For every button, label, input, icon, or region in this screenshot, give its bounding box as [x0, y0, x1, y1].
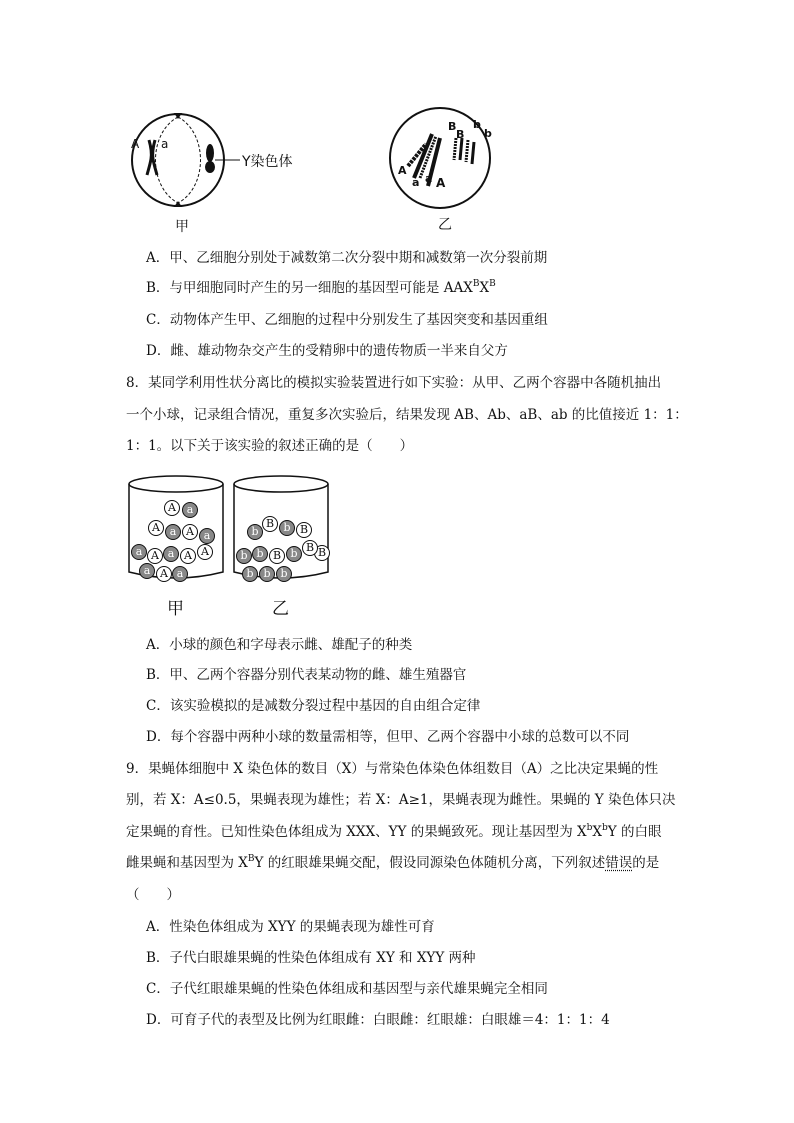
cell-jia-caption: 甲	[175, 219, 189, 235]
ball-a: a	[172, 566, 188, 582]
y-chromosome-label: Y染色体	[242, 154, 293, 170]
ball-A: A	[197, 544, 213, 560]
q7-option-a: A．甲、乙细胞分别处于减数第二次分裂中期和减数第一次分裂前期	[146, 250, 548, 266]
allele-label-b1: b	[473, 118, 481, 131]
q8-option-c: C．该实验模拟的是减数分裂过程中基因的自由组合定律	[146, 698, 481, 714]
allele-label-a1: a	[412, 176, 420, 189]
ball-b: b	[247, 524, 263, 540]
allele-label-a2: a	[425, 172, 433, 185]
q8-option-b: B．甲、乙两个容器分别代表某动物的雌、雄生殖器官	[146, 667, 467, 683]
ball-A: A	[182, 524, 198, 540]
ball-a: a	[165, 524, 181, 540]
ball-A: A	[148, 520, 164, 536]
ball-B: B	[314, 545, 330, 561]
q9-option-b: B．子代白眼雄果蝇的性染色体组成有 XY 和 XYY 两种	[146, 950, 476, 966]
q8-stem-line1: 8．某同学利用性状分离比的模拟实验装置进行如下实验：从甲、乙两个容器中各随机抽出	[126, 375, 662, 391]
q9-stem-line5: （ ）	[126, 887, 180, 903]
container-yi-caption: 乙	[272, 599, 289, 619]
container-jia-caption: 甲	[167, 599, 184, 619]
q7-option-c: C．动物体产生甲、乙细胞的过程中分别发生了基因突变和基因重组	[146, 312, 548, 328]
q9-option-a: A．性染色体组成为 XYY 的果蝇表现为雄性可育	[146, 919, 435, 935]
q9-stem-line3: 定果蝇的育性。已知性染色体组成为 XXX、YY 的果蝇致死。现让基因型为 $X^bX^bY$ 的白眼	[126, 823, 662, 840]
q8-stem-line3: 1：1。以下关于该实验的叙述正确的是（ ）	[126, 438, 414, 454]
ball-a: a	[182, 502, 198, 518]
ball-b: b	[286, 546, 302, 562]
cell-yi-caption: 乙	[438, 217, 452, 233]
ball-B: B	[262, 516, 278, 532]
q8-option-d: D．每个容器中两种小球的数量需相等，但甲、乙两个容器中小球的总数可以不同	[146, 729, 630, 745]
ball-a: a	[199, 528, 215, 544]
ball-b: b	[276, 566, 292, 582]
ball-B: B	[269, 548, 285, 564]
ball-B: B	[296, 522, 312, 538]
ball-a: a	[163, 546, 179, 562]
ball-b: b	[259, 566, 275, 582]
ball-b: b	[242, 566, 258, 582]
allele-label-A1: A	[398, 164, 407, 177]
q9-option-c: C．子代红眼雄果蝇的性染色体组成和基因型与亲代雄果蝇完全相同	[146, 981, 548, 997]
ball-A: A	[180, 548, 196, 564]
allele-label-A2: A	[436, 176, 446, 190]
q9-stem-line4: 雌果蝇和基因型为 $X^BY$ 的红眼雄果蝇交配，假设同源染色体随机分离，下列叙述错误的是	[126, 854, 660, 871]
ball-A: A	[156, 566, 172, 582]
ball-b: b	[252, 546, 268, 562]
ball-b: b	[279, 520, 295, 536]
q7-option-b: B．与甲细胞同时产生的另一细胞的基因型可能是 $AAX^BX^B$	[146, 279, 496, 296]
q7-option-d: D．雌、雄动物杂交产生的受精卵中的遗传物质一半来自父方	[146, 343, 508, 359]
allele-label-a: a	[161, 137, 169, 151]
allele-label-b2: b	[484, 127, 492, 140]
q8-option-a: A．小球的颜色和字母表示雌、雄配子的种类	[146, 637, 413, 653]
ball-A: A	[147, 548, 163, 564]
q9-stem-line2: 别，若 X：A≤0.5，果蝇表现为雄性；若 X：A≥1，果蝇表现为雌性。果蝇的 Y 染色体只决	[126, 792, 676, 808]
ball-a: a	[131, 544, 147, 560]
ball-a: a	[139, 563, 155, 579]
allele-label-B2: B	[456, 128, 465, 141]
emphasis-mark: 错误	[605, 855, 633, 871]
allele-label-A: A	[131, 137, 140, 151]
q9-stem-line1: 9．果蝇体细胞中 X 染色体的数目（X）与常染色体染色体组数目（A）之比决定果蝇的性	[126, 761, 659, 777]
q8-stem-line2: 一个小球，记录组合情况，重复多次实验后，结果发现 AB、Ab、aB、ab 的比值接近 1：1：	[126, 407, 688, 423]
ball-b: b	[236, 548, 252, 564]
ball-B: B	[302, 540, 318, 556]
ball-A: A	[164, 500, 180, 516]
q9-option-d: D．可育子代的表型及比例为红眼雌：白眼雌：红眼雄：白眼雄＝4：1：1：4	[146, 1012, 610, 1028]
allele-label-B1: B	[448, 120, 457, 133]
